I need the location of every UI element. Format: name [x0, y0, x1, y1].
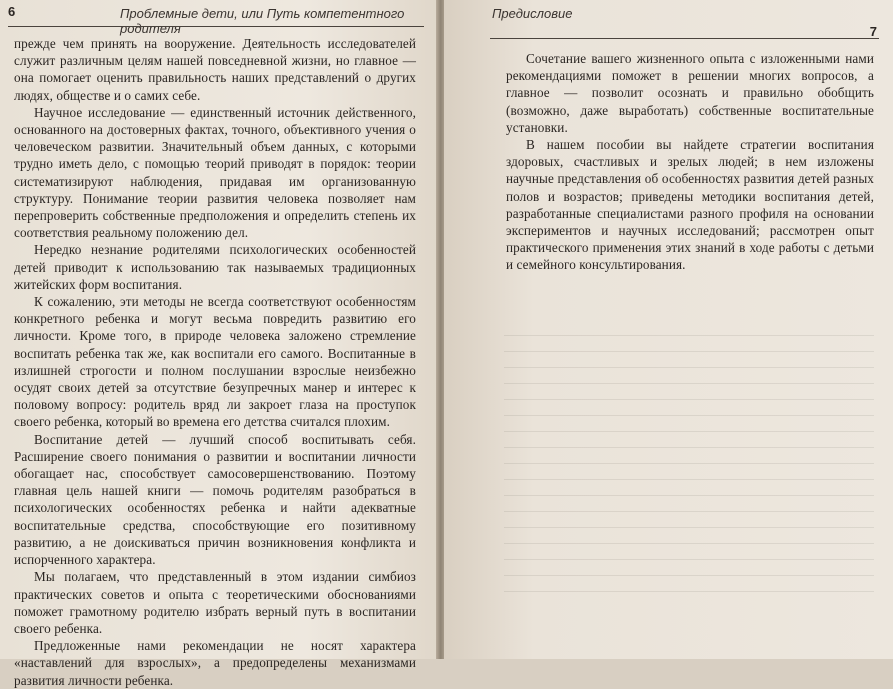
- running-title: Проблемные дети, или Путь компетентного родителя: [120, 6, 405, 36]
- running-title: Предисловие: [492, 6, 573, 21]
- body-text: [14, 35, 416, 689]
- header-rule: [8, 26, 424, 27]
- paragraph: К сожалению, эти методы не всегда соответствуют особенностям конкретного ребенка и могут весьма повредить развитию его личности. Кроме того, в природе человека заложено стремление воспитать ребенка так же, как воспитали его самого. Воспитанные в излишней строгости и полном послушании взрослые неизбежно осудят своих детей за отсутствие безупречных манер и интерес к половому вопросу: родитель вряд ли закроет глаза на проступок своего ребенка, который во времена его детства считался плохим.: [14, 294, 416, 430]
- paragraph: Мы полагаем, что представленный в этом издании симбиоз практических советов и опыта с теоретическими обоснованиями поможет грамотному родителю избрать верный путь в воспитании своего ребенка.: [14, 569, 416, 636]
- paragraph: Нередко незнание родителями психологических особенностей детей приводит к использованию так называемых традиционных житейских форм воспитания.: [14, 242, 416, 292]
- header-rule: [490, 38, 879, 39]
- show-through-lines: [504, 320, 874, 607]
- paragraph: Научное исследование — единственный источник действенного, основанного на достоверных фактах, точного, объективного учения о человеческом развитии. Значительный объем данных, с которыми трудно иметь дело, с помощью теорий приводят в порядок: теории систематизируют наблюдения, придавая им организованную структуру. Понимание теории развития человека позволяет нам перепроверить собственные предположения и определить степень их соответствия реальному положению дел.: [14, 104, 416, 241]
- paragraph: прежде чем принять на вооружение. Деятельность исследователей служит различным целям нашей повседневной жизни, но главное — она помогает оценить правильность наших представлений о других людях, обществе и о самих себе.: [14, 36, 416, 103]
- paragraph: Предложенные нами рекомендации не носят характера «наставлений для взрослых», а предопределены механизмами развития личности ребенка.: [14, 638, 416, 688]
- page-number: 7: [869, 24, 877, 39]
- paragraph: В нашем пособии вы найдете стратегии воспитания здоровых, счастливых и зрелых людей; в нем изложены научные представления об особенностях развития детей разных полов и возрастов; приведены методики воспитания детей, разработанные специалистами разного профиля на основании экспериментов и научных исследований; рассмотрен опыт практического применения этих знаний в ходе работы с детьми и семейного консультирования.: [506, 137, 874, 273]
- body-text: [506, 50, 874, 274]
- left-page: [0, 0, 438, 688]
- paragraph: Сочетание вашего жизненного опыта с изложенными нами рекомендациями поможет в решении многих вопросов, а главное — позволит осознать и правильно обобщить (возможно, даже выработать) собственные воспитательные установки.: [506, 51, 874, 135]
- paragraph: Воспитание детей — лучший способ воспитывать себя. Расширение своего понимания о развитии и воспитании личности обогащает нас, способствует самосовершенствованию. Поэтому главная цель нашей книги — помочь родителям разобраться в психологических особенностях ребенка и найти адекватные воспитательные средства, способствующие его позитивному развитию, а не доискиваться причин возникновения конфликта и испорченного характера.: [14, 431, 416, 568]
- right-page: [444, 0, 893, 659]
- page-number: 6: [8, 4, 16, 19]
